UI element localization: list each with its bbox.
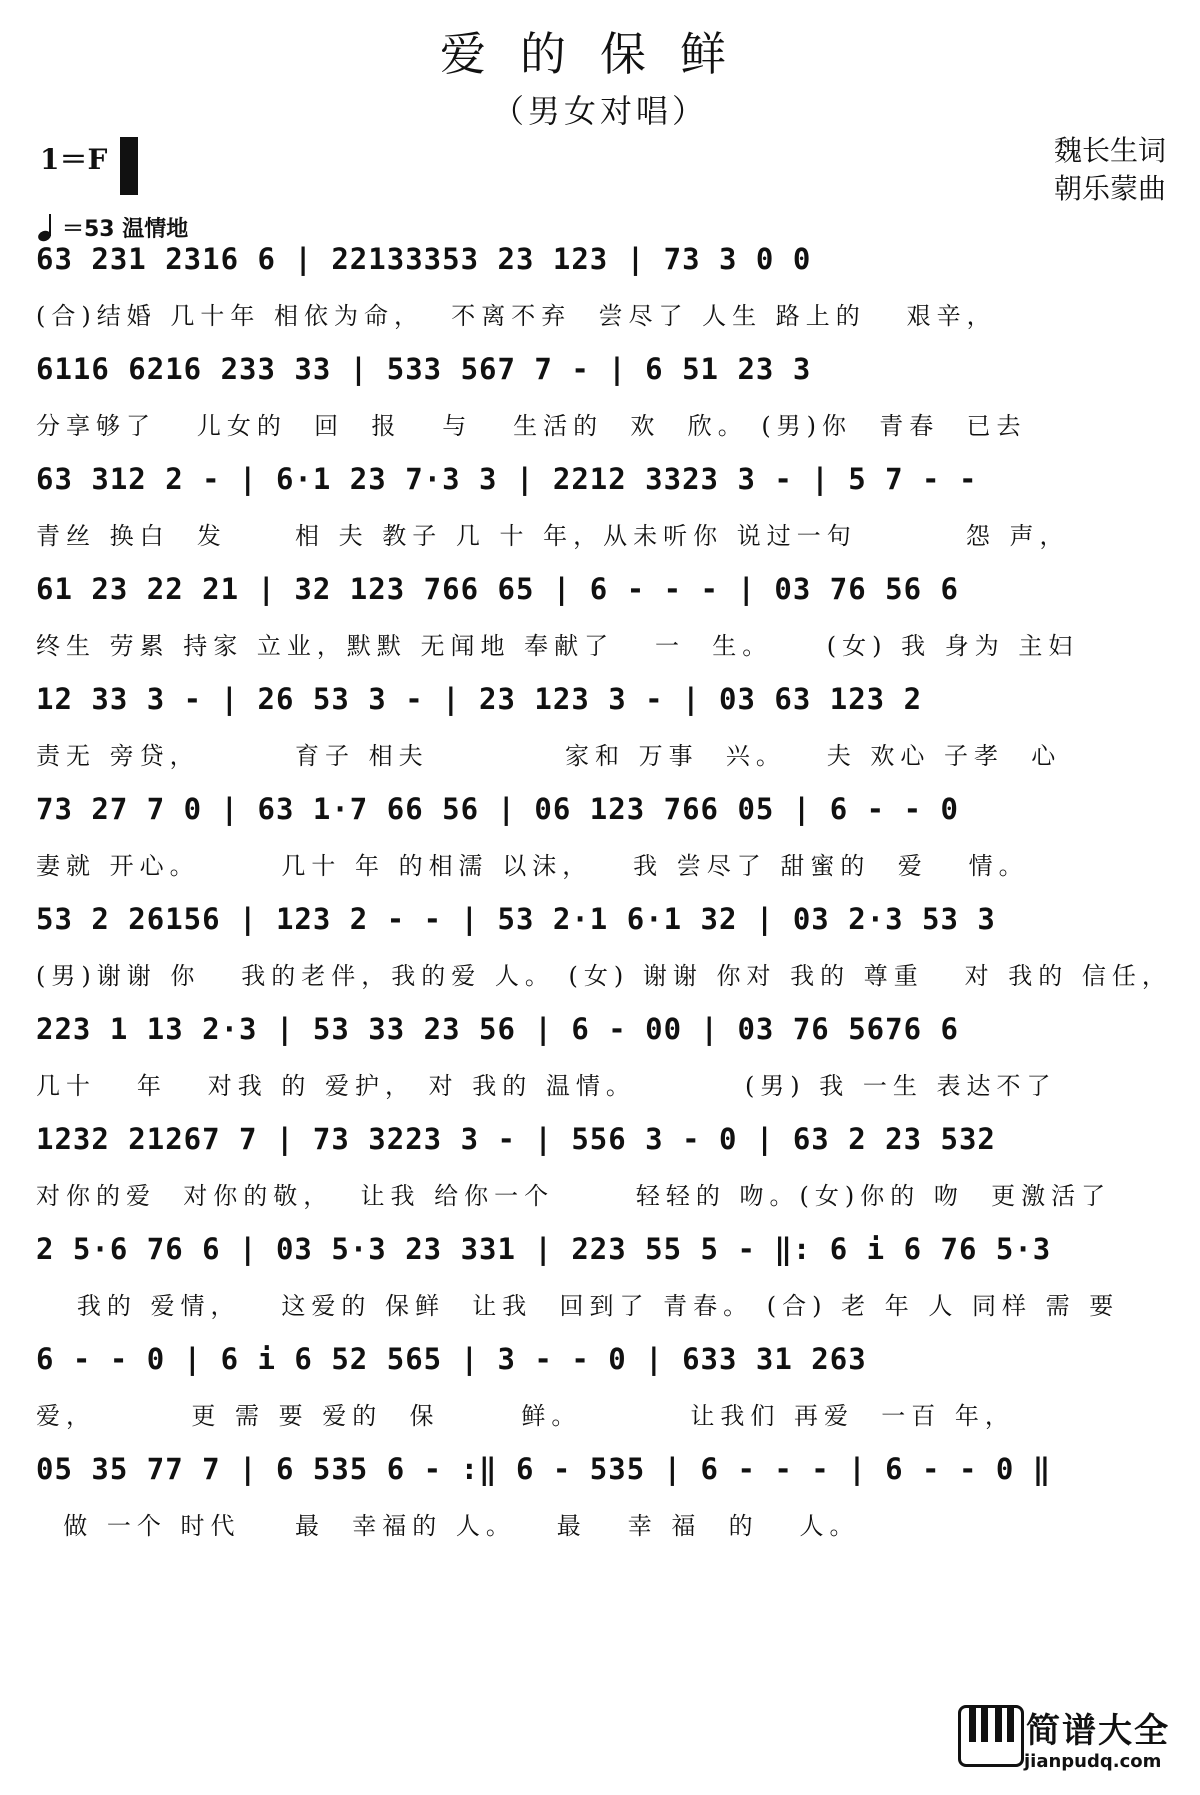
lyric-line: 对你的爱 对你的敬， 让我 给你一个 轻轻的 吻。(女)你的 吻 更激活了 xyxy=(36,1182,1112,1210)
notation-line: 05 35 77 7 | 6 535 6 - :‖ 6 - 535 | 6 - - - | 6 - - 0 ‖ xyxy=(36,1452,1052,1486)
notation-line: 6 - - 0 | 6 i 6 52 565 | 3 - - 0 | 633 31 263 xyxy=(36,1342,867,1376)
notation-line: 1232 21267 7 | 73 3223 3 - | 556 3 - 0 | 63 2 23 532 xyxy=(36,1122,996,1156)
piano-keys-icon xyxy=(958,1705,1024,1767)
time-signature xyxy=(121,136,136,180)
notation-line: 53 2 26156 | 123 2 - - | 53 2·1 6·1 32 | 03 2·3 53 3 xyxy=(36,902,996,936)
lyric-line: 我的 爱情， 这爱的 保鲜 让我 回到了 青春。 (合) 老 年 人 同样 需 要 xyxy=(36,1292,1120,1320)
lyricist: 魏长生词 xyxy=(1053,134,1166,167)
lyric-line: 爱， 更 需 要 爱的 保 鲜。 让我们 再爱 一百 年， xyxy=(36,1402,1015,1430)
time-signature-line xyxy=(120,137,138,195)
notation-line: 63 312 2 - | 6·1 23 7·3 3 | 2212 3323 3 - | 5 7 - - xyxy=(36,462,978,496)
notation-line: 223 1 13 2·3 | 53 33 23 56 | 6 - 00 | 03 76 5676 6 xyxy=(36,1012,959,1046)
notation-line: 6116 6216 233 33 | 533 567 7 - | 6 51 23 3 xyxy=(36,352,812,386)
song-subtitle: （男女对唱） xyxy=(491,92,708,130)
song-title: 爱的保鲜 xyxy=(440,27,760,81)
site-logo-name: 简谱大全 xyxy=(1026,1711,1170,1751)
notation-line: 63 231 2316 6 | 22133353 23 123 | 73 3 0 0 xyxy=(36,242,812,276)
lyric-line: (男)谢谢 你 我的老伴，我的爱 人。 (女) 谢谢 你对 我的 尊重 对 我的 信任， xyxy=(36,962,1172,990)
composer: 朝乐蒙曲 xyxy=(1053,172,1166,205)
notation-line: 61 23 22 21 | 32 123 766 65 | 6 - - - | 03 76 56 6 xyxy=(36,572,959,606)
tempo-text: ＝53 温情地 xyxy=(62,217,189,242)
lyric-line: 几十 年 对我 的 爱护， 对 我的 温情。 (男) 我 一生 表达不了 xyxy=(36,1072,1057,1100)
lyric-line: 做 一个 时代 最 幸福的 人。 最 幸 福 的 人。 xyxy=(36,1512,860,1540)
site-logo[interactable] xyxy=(958,1701,1178,1781)
notation-line: 73 27 7 0 | 63 1·7 66 56 | 06 123 766 05 | 6 - - 0 xyxy=(36,792,959,826)
credits xyxy=(1054,132,1166,208)
lyric-line: 分享够了 儿女的 回 报 与 生活的 欢 欣。 (男)你 青春 已去 xyxy=(36,412,1027,440)
lyric-line: 责无 旁贷， 育子 相夫 家和 万事 兴。 夫 欢心 子孝 心 xyxy=(36,742,1062,770)
lyric-line: 妻就 开心。 几十 年 的相濡 以沫， 我 尝尽了 甜蜜的 爱 情。 xyxy=(36,852,1029,880)
key-signature xyxy=(40,136,137,180)
lyric-line: 终生 劳累 持家 立业，默默 无闻地 奉献了 一 生。 (女) 我 身为 主妇 xyxy=(36,632,1079,660)
notation-line: 2 5·6 76 6 | 03 5·3 23 331 | 223 55 5 - ‖: 6 i 6 76 5·3 xyxy=(36,1232,1052,1266)
lyric-line: 青丝 换白 发 相 夫 教子 几 十 年，从未听你 说过一句 怨 声， xyxy=(36,522,1070,550)
key-label: 1＝F xyxy=(40,143,108,176)
site-logo-url: jianpudq.com xyxy=(1024,1751,1162,1772)
lyric-line: (合)结婚 几十年 相依为命， 不离不弃 尝尽了 人生 路上的 艰辛， xyxy=(36,302,997,330)
notation-line: 12 33 3 - | 26 53 3 - | 23 123 3 - | 03 63 123 2 xyxy=(36,682,923,716)
